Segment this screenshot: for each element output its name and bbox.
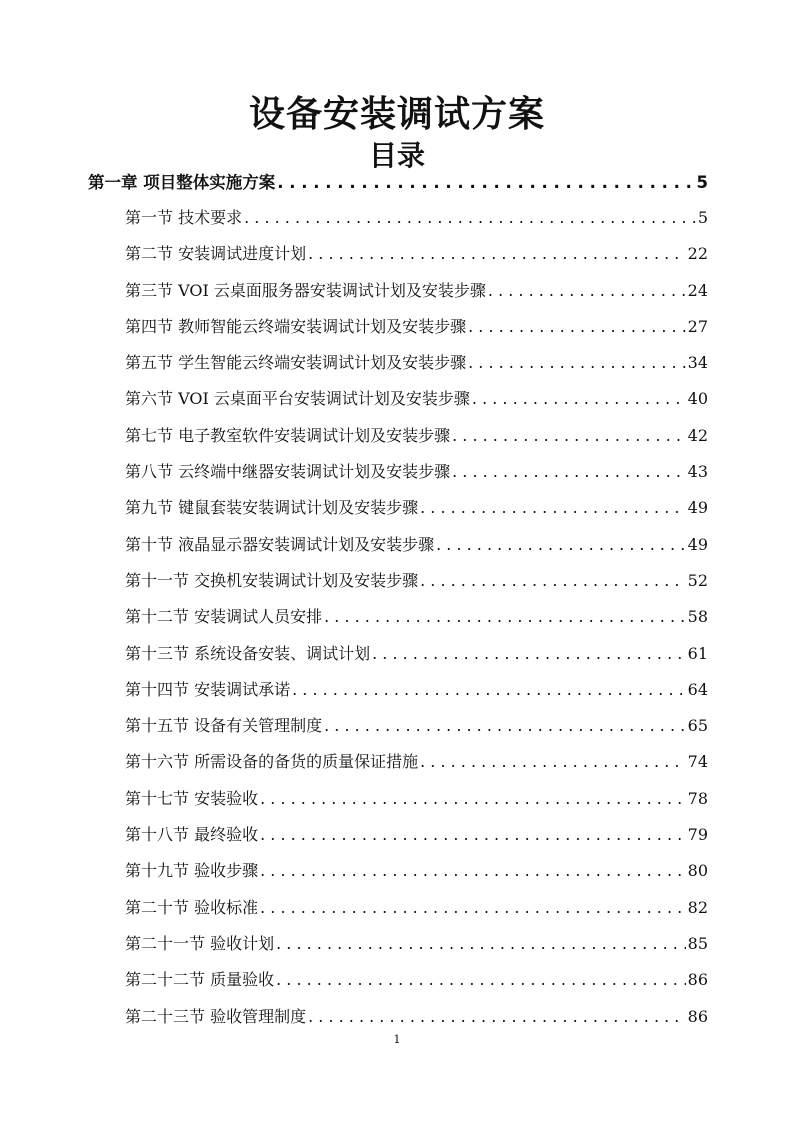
toc-entry-page: 78 bbox=[687, 788, 708, 808]
toc-entry-label: 第五节 学生智能云终端安装调试计划及安装步骤 bbox=[125, 353, 467, 373]
toc-entry-section[interactable] bbox=[125, 931, 708, 967]
toc-entry-label: 第八节 云终端中继器安装调试计划及安装步骤 bbox=[125, 462, 451, 482]
page-number: 1 bbox=[393, 1033, 401, 1046]
dot-leader bbox=[420, 568, 686, 594]
dot-leader bbox=[292, 677, 686, 703]
toc-entry-label: 第二节 安装调试进度计划 bbox=[125, 244, 307, 264]
toc-entry-page: 40 bbox=[687, 389, 708, 409]
toc-entry-section[interactable] bbox=[125, 495, 708, 531]
toc-entry-page: 34 bbox=[687, 353, 708, 373]
toc-entry-page: 82 bbox=[687, 897, 708, 917]
dot-leader bbox=[260, 822, 686, 848]
toc-entry-label: 第四节 教师智能云终端安装调试计划及安装步骤 bbox=[125, 316, 467, 336]
dot-leader bbox=[276, 967, 686, 993]
dot-leader bbox=[468, 314, 686, 340]
toc-entry-page: 22 bbox=[687, 244, 708, 264]
toc-entry-label: 第二十节 验收标准 bbox=[125, 897, 259, 917]
dot-leader bbox=[420, 749, 686, 775]
toc-heading: 目录 bbox=[368, 139, 425, 172]
toc-entry-page: 5 bbox=[697, 208, 708, 227]
dot-leader bbox=[372, 641, 686, 667]
toc-entry-section[interactable] bbox=[125, 604, 708, 640]
toc-entry-page: 86 bbox=[687, 1006, 708, 1026]
toc-entry-label: 第十八节 最终验收 bbox=[125, 825, 259, 845]
toc-entry-label: 第二十二节 质量验收 bbox=[125, 970, 275, 990]
toc-entry-page: 86 bbox=[687, 970, 708, 990]
toc-entry-label: 第九节 键鼠套装安装调试计划及安装步骤 bbox=[125, 498, 419, 518]
toc-entry-label: 第十七节 安装验收 bbox=[125, 788, 259, 808]
toc-entry-section[interactable] bbox=[125, 895, 708, 931]
document-title: 设备安装调试方案 bbox=[248, 94, 545, 135]
toc-entry-label: 第十九节 验收步骤 bbox=[125, 861, 259, 881]
toc-entry-section[interactable] bbox=[125, 423, 708, 459]
dot-leader bbox=[452, 423, 686, 449]
toc-entry-label: 第一章 项目整体实施方案 bbox=[88, 173, 276, 192]
toc-entry-label: 第十六节 所需设备的备货的质量保证措施 bbox=[125, 752, 419, 772]
toc-entry-page: 24 bbox=[687, 280, 708, 300]
dot-leader bbox=[260, 858, 686, 884]
dot-leader bbox=[436, 532, 686, 558]
dot-leader bbox=[308, 1004, 686, 1030]
toc-entry-page: 85 bbox=[687, 933, 708, 953]
toc-entry-page: 65 bbox=[687, 716, 708, 736]
dot-leader bbox=[468, 350, 686, 376]
toc-entry-label: 第二十三节 验收管理制度 bbox=[125, 1006, 307, 1026]
table-of-contents bbox=[0, 170, 794, 1040]
toc-entry-label: 第十三节 系统设备安装、调试计划 bbox=[125, 643, 371, 663]
toc-entry-section[interactable] bbox=[125, 858, 708, 894]
toc-entry-section[interactable] bbox=[125, 822, 708, 858]
toc-entry-page: 79 bbox=[687, 825, 708, 845]
toc-entry-page: 27 bbox=[687, 316, 708, 336]
toc-entry-section[interactable] bbox=[125, 677, 708, 713]
dot-leader bbox=[420, 495, 686, 521]
toc-entry-label: 第一节 技术要求 bbox=[125, 208, 243, 227]
dot-leader bbox=[244, 205, 696, 231]
toc-entry-label: 第十四节 安装调试承诺 bbox=[125, 679, 291, 699]
toc-entry-label: 第七节 电子教室软件安装调试计划及安装步骤 bbox=[125, 425, 451, 445]
toc-entry-label: 第十节 液晶显示器安装调试计划及安装步骤 bbox=[125, 534, 435, 554]
toc-entry-label: 第十一节 交换机安装调试计划及安装步骤 bbox=[125, 570, 419, 590]
toc-entry-section[interactable] bbox=[125, 278, 708, 314]
dot-leader bbox=[324, 604, 686, 630]
toc-entry-section[interactable] bbox=[125, 205, 708, 241]
toc-entry-page: 5 bbox=[696, 173, 708, 192]
toc-entry-page: 61 bbox=[687, 643, 708, 663]
dot-leader bbox=[276, 931, 686, 957]
toc-entry-section[interactable] bbox=[125, 532, 708, 568]
dot-leader bbox=[260, 895, 686, 921]
dot-leader bbox=[277, 170, 694, 196]
toc-entry-section[interactable] bbox=[125, 350, 708, 386]
toc-entry-label: 第六节 VOI 云桌面平台安装调试计划及安装步骤 bbox=[125, 389, 470, 409]
toc-entry-page: 42 bbox=[687, 425, 708, 445]
toc-entry-page: 52 bbox=[687, 570, 708, 590]
toc-entry-label: 第三节 VOI 云桌面服务器安装调试计划及安装步骤 bbox=[125, 280, 486, 300]
dot-leader bbox=[472, 386, 686, 412]
toc-entry-section[interactable] bbox=[125, 386, 708, 422]
dot-leader bbox=[260, 786, 686, 812]
toc-entry-page: 64 bbox=[687, 679, 708, 699]
toc-entry-section[interactable] bbox=[125, 786, 708, 822]
toc-entry-section[interactable] bbox=[125, 967, 708, 1003]
toc-entry-page: 74 bbox=[687, 752, 708, 772]
dot-leader bbox=[452, 459, 686, 485]
toc-entry-section[interactable] bbox=[125, 641, 708, 677]
toc-entry-section[interactable] bbox=[125, 713, 708, 749]
toc-entry-chapter[interactable] bbox=[88, 170, 708, 205]
toc-entry-page: 49 bbox=[687, 534, 708, 554]
toc-entry-page: 80 bbox=[687, 861, 708, 881]
toc-entry-label: 第十五节 设备有关管理制度 bbox=[125, 716, 323, 736]
toc-entry-section[interactable] bbox=[125, 749, 708, 785]
dot-leader bbox=[488, 278, 686, 304]
toc-entry-section[interactable] bbox=[125, 459, 708, 495]
dot-leader bbox=[324, 713, 686, 739]
toc-entry-label: 第十二节 安装调试人员安排 bbox=[125, 607, 323, 627]
toc-entry-section[interactable] bbox=[125, 314, 708, 350]
toc-entry-page: 49 bbox=[687, 498, 708, 518]
toc-entry-section[interactable] bbox=[125, 241, 708, 277]
toc-entry-page: 58 bbox=[687, 607, 708, 627]
toc-entry-section[interactable] bbox=[125, 568, 708, 604]
toc-entry-page: 43 bbox=[687, 462, 708, 482]
toc-entry-label: 第二十一节 验收计划 bbox=[125, 933, 275, 953]
dot-leader bbox=[308, 241, 686, 267]
